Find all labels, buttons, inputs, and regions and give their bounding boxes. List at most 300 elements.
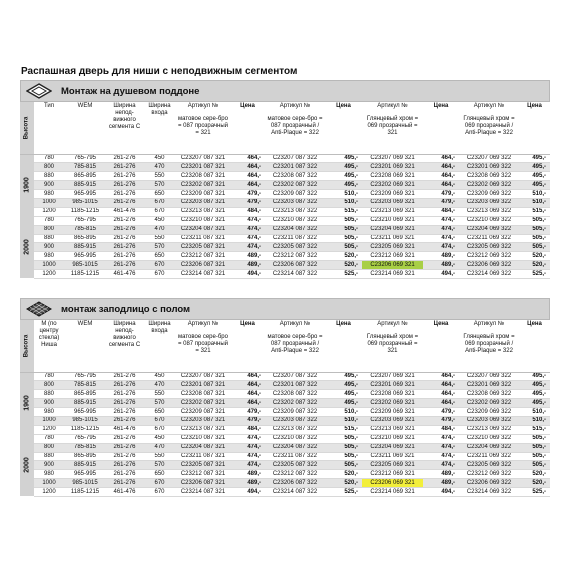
table-cell: 464,- bbox=[423, 390, 459, 399]
table-cell: C23211 069 321 bbox=[362, 234, 423, 243]
table-cell: 470 bbox=[143, 163, 176, 172]
table-cell: 1000 bbox=[34, 261, 64, 270]
table-cell: 650 bbox=[143, 252, 176, 261]
table-cell: 570 bbox=[143, 399, 176, 408]
table-cell: 474,- bbox=[230, 243, 265, 252]
table-row bbox=[20, 252, 550, 261]
table-cell: 965-995 bbox=[64, 470, 106, 479]
table-cell: 261-276 bbox=[106, 172, 143, 181]
table-cell: C23207 069 321 bbox=[362, 372, 423, 381]
table-row bbox=[20, 461, 550, 470]
table-cell: 865-895 bbox=[64, 452, 106, 461]
table-cell: C23207 087 322 bbox=[265, 154, 325, 163]
table-cell: 980 bbox=[34, 252, 64, 261]
page-title: Распашная дверь для ниши с неподвижным сегментом bbox=[21, 66, 298, 77]
table-cell: 261-276 bbox=[106, 163, 143, 172]
price-table bbox=[20, 320, 550, 497]
table-cell: 520,- bbox=[519, 470, 550, 479]
table-cell: 489,- bbox=[423, 252, 459, 261]
table-cell: 479,- bbox=[230, 198, 265, 207]
table-cell: C23214 087 321 bbox=[176, 270, 230, 279]
header-price: Цена bbox=[325, 320, 362, 372]
table-cell: C23213 069 321 bbox=[362, 207, 423, 216]
section-shower-tray bbox=[20, 80, 550, 279]
price-table bbox=[20, 102, 550, 279]
table-cell: 800 bbox=[34, 163, 64, 172]
table-cell: 885-915 bbox=[64, 181, 106, 190]
table-cell: 495,- bbox=[519, 372, 550, 381]
table-cell: 570 bbox=[143, 181, 176, 190]
table-cell: 785-815 bbox=[64, 163, 106, 172]
table-cell: C23202 069 322 bbox=[459, 399, 519, 408]
table-cell: 261-276 bbox=[106, 399, 143, 408]
table-cell: 900 bbox=[34, 243, 64, 252]
table-cell: 505,- bbox=[519, 234, 550, 243]
table-cell: 450 bbox=[143, 216, 176, 225]
table-cell: 464,- bbox=[423, 372, 459, 381]
table-cell: 515,- bbox=[519, 425, 550, 434]
table-cell: 650 bbox=[143, 408, 176, 417]
table-cell: 550 bbox=[143, 452, 176, 461]
table-cell: 474,- bbox=[230, 461, 265, 470]
table-cell: 495,- bbox=[325, 390, 362, 399]
table-cell: 965-995 bbox=[64, 190, 106, 199]
table-cell: 800 bbox=[34, 381, 64, 390]
table-cell: C23214 087 322 bbox=[265, 270, 325, 279]
table-cell: C23202 069 322 bbox=[459, 181, 519, 190]
table-cell: C23204 069 322 bbox=[459, 443, 519, 452]
table-row bbox=[20, 488, 550, 497]
table-cell: 474,- bbox=[230, 225, 265, 234]
table-cell: 494,- bbox=[230, 488, 265, 497]
table-cell: C23202 087 321 bbox=[176, 399, 230, 408]
table-cell: C23201 069 322 bbox=[459, 163, 519, 172]
table-cell: 1185-1215 bbox=[64, 207, 106, 216]
table-cell: 865-895 bbox=[64, 172, 106, 181]
header-width-entry: Ширина входа bbox=[143, 102, 176, 154]
table-cell: C23209 069 322 bbox=[459, 190, 519, 199]
table-cell: C23204 069 322 bbox=[459, 225, 519, 234]
table-cell: 880 bbox=[34, 234, 64, 243]
table-cell: C23209 069 321 bbox=[362, 190, 423, 199]
table-row bbox=[20, 154, 550, 163]
table-cell: C23203 087 322 bbox=[265, 416, 325, 425]
table-cell: C23212 069 321 bbox=[362, 470, 423, 479]
table-cell: 885-915 bbox=[64, 243, 106, 252]
table-cell: C23210 087 322 bbox=[265, 434, 325, 443]
table-cell: C23214 069 322 bbox=[459, 270, 519, 279]
header-height: Высота bbox=[20, 102, 34, 154]
table-cell: 470 bbox=[143, 443, 176, 452]
table-cell: 570 bbox=[143, 243, 176, 252]
section-header bbox=[20, 80, 550, 102]
table-cell: C23209 087 322 bbox=[265, 408, 325, 417]
table-cell: C23213 087 322 bbox=[265, 207, 325, 216]
table-cell: C23205 087 321 bbox=[176, 243, 230, 252]
table-cell: C23211 087 321 bbox=[176, 452, 230, 461]
table-cell: 464,- bbox=[423, 172, 459, 181]
table-cell: C23201 087 322 bbox=[265, 163, 325, 172]
table-cell: 900 bbox=[34, 181, 64, 190]
table-cell: C23206 087 321 bbox=[176, 261, 230, 270]
height-group-label: 2000 bbox=[20, 434, 34, 496]
table-cell: 474,- bbox=[423, 216, 459, 225]
table-cell: 261-276 bbox=[106, 443, 143, 452]
highlighted-cell: C23206 069 321 bbox=[362, 479, 423, 488]
table-cell: C23205 087 321 bbox=[176, 461, 230, 470]
table-cell: 489,- bbox=[230, 252, 265, 261]
table-cell: 474,- bbox=[423, 243, 459, 252]
table-cell: 495,- bbox=[325, 163, 362, 172]
header-article-chrome: Артикул № Глянцевый хром = 069 прозрачный = 321 bbox=[362, 320, 423, 372]
table-cell: 494,- bbox=[230, 270, 265, 279]
highlighted-cell: C23206 069 321 bbox=[362, 261, 423, 270]
table-row bbox=[20, 234, 550, 243]
section-flush-floor bbox=[20, 298, 550, 497]
table-cell: 505,- bbox=[519, 216, 550, 225]
table-cell: C23208 069 321 bbox=[362, 390, 423, 399]
table-cell: 520,- bbox=[519, 479, 550, 488]
table-cell: 464,- bbox=[230, 399, 265, 408]
table-cell: 510,- bbox=[325, 198, 362, 207]
table-cell: C23202 087 322 bbox=[265, 399, 325, 408]
table-cell: 489,- bbox=[423, 470, 459, 479]
table-cell: 1200 bbox=[34, 425, 64, 434]
table-cell: 261-276 bbox=[106, 181, 143, 190]
table-cell: C23205 087 322 bbox=[265, 461, 325, 470]
table-cell: C23203 069 322 bbox=[459, 416, 519, 425]
table-cell: C23211 087 322 bbox=[265, 452, 325, 461]
header-price: Цена bbox=[519, 320, 550, 372]
table-cell: 965-995 bbox=[64, 252, 106, 261]
table-cell: 495,- bbox=[325, 399, 362, 408]
table-cell: 505,- bbox=[325, 443, 362, 452]
table-row bbox=[20, 399, 550, 408]
table-cell: C23212 069 321 bbox=[362, 252, 423, 261]
table-cell: 479,- bbox=[423, 190, 459, 199]
table-cell: 495,- bbox=[519, 390, 550, 399]
table-cell: 464,- bbox=[230, 172, 265, 181]
table-cell: C23204 087 321 bbox=[176, 443, 230, 452]
header-width-fixed: Ширина непод-вижного сегмента С bbox=[106, 320, 143, 372]
table-cell: 670 bbox=[143, 425, 176, 434]
table-cell: C23203 087 321 bbox=[176, 198, 230, 207]
table-cell: 461-476 bbox=[106, 207, 143, 216]
table-cell: C23210 087 321 bbox=[176, 216, 230, 225]
table-cell: 505,- bbox=[519, 243, 550, 252]
table-cell: 484,- bbox=[423, 425, 459, 434]
shower-tray-icon bbox=[21, 81, 57, 101]
table-cell: C23211 087 322 bbox=[265, 234, 325, 243]
table-row bbox=[20, 434, 550, 443]
header-price: Цена bbox=[230, 102, 265, 154]
table-cell: C23213 087 321 bbox=[176, 425, 230, 434]
table-cell: 520,- bbox=[519, 252, 550, 261]
table-cell: C23211 069 322 bbox=[459, 234, 519, 243]
table-cell: C23207 087 321 bbox=[176, 154, 230, 163]
header-price: Цена bbox=[325, 102, 362, 154]
table-row bbox=[20, 408, 550, 417]
table-cell: C23214 069 321 bbox=[362, 488, 423, 497]
table-cell: C23202 069 321 bbox=[362, 181, 423, 190]
table-cell: 479,- bbox=[423, 416, 459, 425]
table-cell: 505,- bbox=[325, 216, 362, 225]
table-cell: 261-276 bbox=[106, 434, 143, 443]
table-cell: 670 bbox=[143, 416, 176, 425]
table-cell: 261-276 bbox=[106, 252, 143, 261]
table-cell: 765-795 bbox=[64, 434, 106, 443]
table-cell: 670 bbox=[143, 261, 176, 270]
table-cell: C23212 087 321 bbox=[176, 470, 230, 479]
table-cell: 495,- bbox=[325, 381, 362, 390]
table-cell: 474,- bbox=[230, 434, 265, 443]
table-cell: 650 bbox=[143, 470, 176, 479]
table-cell: C23212 087 321 bbox=[176, 252, 230, 261]
table-cell: 461-476 bbox=[106, 488, 143, 497]
table-cell: C23214 069 321 bbox=[362, 270, 423, 279]
table-cell: 520,- bbox=[325, 470, 362, 479]
table-cell: C23208 087 322 bbox=[265, 390, 325, 399]
table-cell: 461-476 bbox=[106, 270, 143, 279]
table-cell: C23203 087 321 bbox=[176, 416, 230, 425]
table-cell: 865-895 bbox=[64, 390, 106, 399]
table-cell: 474,- bbox=[423, 452, 459, 461]
table-cell: C23212 087 322 bbox=[265, 252, 325, 261]
table-cell: 1185-1215 bbox=[64, 488, 106, 497]
table-cell: 510,- bbox=[519, 190, 550, 199]
header-price: Цена bbox=[423, 102, 459, 154]
table-cell: 520,- bbox=[519, 261, 550, 270]
table-cell: 495,- bbox=[519, 399, 550, 408]
table-cell: 495,- bbox=[325, 154, 362, 163]
header-m-center: M (по центру стекла) Ниша bbox=[34, 320, 64, 372]
table-cell: 510,- bbox=[325, 190, 362, 199]
table-cell: 474,- bbox=[230, 443, 265, 452]
table-cell: C23213 069 321 bbox=[362, 425, 423, 434]
table-cell: C23212 069 322 bbox=[459, 252, 519, 261]
table-cell: 261-276 bbox=[106, 190, 143, 199]
table-cell: C23201 069 321 bbox=[362, 163, 423, 172]
table-cell: C23212 087 322 bbox=[265, 470, 325, 479]
table-cell: C23213 069 322 bbox=[459, 207, 519, 216]
table-cell: C23210 069 321 bbox=[362, 216, 423, 225]
table-row bbox=[20, 163, 550, 172]
table-cell: C23206 069 322 bbox=[459, 479, 519, 488]
table-cell: 464,- bbox=[423, 154, 459, 163]
header-height: Высота bbox=[20, 320, 34, 372]
table-cell: C23201 069 321 bbox=[362, 381, 423, 390]
table-cell: C23212 069 322 bbox=[459, 470, 519, 479]
table-cell: 261-276 bbox=[106, 408, 143, 417]
table-cell: 479,- bbox=[423, 408, 459, 417]
table-cell: 464,- bbox=[423, 381, 459, 390]
table-cell: 505,- bbox=[325, 225, 362, 234]
table-cell: 479,- bbox=[230, 190, 265, 199]
table-row bbox=[20, 198, 550, 207]
table-cell: 494,- bbox=[423, 488, 459, 497]
header-price: Цена bbox=[423, 320, 459, 372]
table-cell: 1185-1215 bbox=[64, 425, 106, 434]
header-wem: WEM bbox=[64, 102, 106, 154]
table-cell: 780 bbox=[34, 154, 64, 163]
table-cell: C23207 087 321 bbox=[176, 372, 230, 381]
table-cell: 261-276 bbox=[106, 390, 143, 399]
table-cell: 670 bbox=[143, 207, 176, 216]
table-cell: 985-1015 bbox=[64, 416, 106, 425]
table-cell: 474,- bbox=[423, 461, 459, 470]
table-cell: 520,- bbox=[325, 261, 362, 270]
table-cell: 261-276 bbox=[106, 372, 143, 381]
table-cell: 1200 bbox=[34, 207, 64, 216]
table-cell: 525,- bbox=[519, 488, 550, 497]
table-cell: C23205 069 322 bbox=[459, 461, 519, 470]
table-cell: 505,- bbox=[325, 234, 362, 243]
table-cell: 670 bbox=[143, 479, 176, 488]
table-cell: 980 bbox=[34, 408, 64, 417]
table-cell: 484,- bbox=[230, 207, 265, 216]
table-cell: 261-276 bbox=[106, 154, 143, 163]
table-cell: 510,- bbox=[519, 198, 550, 207]
table-cell: 510,- bbox=[519, 408, 550, 417]
table-cell: 489,- bbox=[230, 479, 265, 488]
table-cell: 505,- bbox=[519, 461, 550, 470]
table-cell: 261-276 bbox=[106, 234, 143, 243]
table-cell: 474,- bbox=[230, 234, 265, 243]
table-cell: 505,- bbox=[325, 434, 362, 443]
height-group-label: 1900 bbox=[20, 372, 34, 434]
table-cell: C23206 087 321 bbox=[176, 479, 230, 488]
table-cell: 495,- bbox=[519, 163, 550, 172]
header-price: Цена bbox=[519, 102, 550, 154]
table-cell: 494,- bbox=[423, 270, 459, 279]
table-cell: 765-795 bbox=[64, 372, 106, 381]
table-cell: C23213 087 322 bbox=[265, 425, 325, 434]
table-cell: C23210 069 321 bbox=[362, 434, 423, 443]
table-cell: C23208 087 322 bbox=[265, 172, 325, 181]
table-cell: 885-915 bbox=[64, 461, 106, 470]
table-row bbox=[20, 225, 550, 234]
table-cell: 261-276 bbox=[106, 416, 143, 425]
table-cell: C23202 069 321 bbox=[362, 399, 423, 408]
table-cell: C23205 069 321 bbox=[362, 461, 423, 470]
table-cell: 520,- bbox=[325, 479, 362, 488]
table-cell: 550 bbox=[143, 172, 176, 181]
table-row bbox=[20, 190, 550, 199]
table-row bbox=[20, 172, 550, 181]
table-cell: 515,- bbox=[325, 207, 362, 216]
table-cell: 980 bbox=[34, 190, 64, 199]
table-cell: C23208 087 321 bbox=[176, 172, 230, 181]
table-cell: 765-795 bbox=[64, 216, 106, 225]
table-row bbox=[20, 243, 550, 252]
table-cell: 261-276 bbox=[106, 461, 143, 470]
header-article-matte: Артикул № матовое сере-бро = 087 прозрачный = 321 bbox=[176, 320, 230, 372]
table-cell: C23209 087 322 bbox=[265, 190, 325, 199]
table-row bbox=[20, 452, 550, 461]
table-cell: 461-476 bbox=[106, 425, 143, 434]
table-cell: 495,- bbox=[519, 154, 550, 163]
table-cell: 495,- bbox=[519, 181, 550, 190]
table-cell: 474,- bbox=[423, 234, 459, 243]
table-cell: 464,- bbox=[423, 163, 459, 172]
table-cell: 670 bbox=[143, 198, 176, 207]
table-cell: 510,- bbox=[325, 416, 362, 425]
table-row bbox=[20, 261, 550, 270]
table-cell: C23205 087 322 bbox=[265, 243, 325, 252]
table-cell: C23204 087 322 bbox=[265, 443, 325, 452]
table-cell: C23201 087 321 bbox=[176, 381, 230, 390]
table-cell: C23211 069 321 bbox=[362, 452, 423, 461]
header-article-matte: Артикул № матовое сере-бро = 087 прозрачный = 321 bbox=[176, 102, 230, 154]
table-cell: 505,- bbox=[519, 452, 550, 461]
table-cell: 474,- bbox=[423, 443, 459, 452]
table-cell: 495,- bbox=[325, 372, 362, 381]
table-cell: 479,- bbox=[423, 198, 459, 207]
table-cell: 520,- bbox=[325, 252, 362, 261]
table-cell: 800 bbox=[34, 443, 64, 452]
table-cell: C23202 087 321 bbox=[176, 181, 230, 190]
table-cell: 261-276 bbox=[106, 479, 143, 488]
table-cell: 1000 bbox=[34, 198, 64, 207]
table-cell: C23210 087 322 bbox=[265, 216, 325, 225]
table-cell: 505,- bbox=[325, 243, 362, 252]
table-cell: C23213 069 322 bbox=[459, 425, 519, 434]
table-cell: 479,- bbox=[230, 416, 265, 425]
table-cell: 525,- bbox=[325, 270, 362, 279]
floor-drain-grid-icon bbox=[21, 299, 57, 319]
table-cell: C23206 069 322 bbox=[459, 261, 519, 270]
table-cell: C23208 069 321 bbox=[362, 172, 423, 181]
table-cell: 985-1015 bbox=[64, 479, 106, 488]
table-cell: C23209 069 322 bbox=[459, 408, 519, 417]
height-group-label: 1900 bbox=[20, 154, 34, 216]
table-cell: C23203 069 321 bbox=[362, 416, 423, 425]
header-price: Цена bbox=[230, 320, 265, 372]
table-cell: C23207 087 322 bbox=[265, 372, 325, 381]
table-cell: 470 bbox=[143, 225, 176, 234]
table-cell: 450 bbox=[143, 434, 176, 443]
table-cell: C23203 069 322 bbox=[459, 198, 519, 207]
table-cell: 484,- bbox=[230, 425, 265, 434]
header-article-matte-anti: Артикул № матовое сере-бро = 087 прозрачный / Anti-Plaque = 322 bbox=[265, 320, 325, 372]
table-row bbox=[20, 470, 550, 479]
table-cell: C23204 087 322 bbox=[265, 225, 325, 234]
table-cell: 885-915 bbox=[64, 399, 106, 408]
table-cell: 450 bbox=[143, 154, 176, 163]
table-cell: C23205 069 321 bbox=[362, 243, 423, 252]
table-cell: C23203 087 322 bbox=[265, 198, 325, 207]
table-cell: 261-276 bbox=[106, 216, 143, 225]
table-row bbox=[20, 425, 550, 434]
table-row bbox=[20, 479, 550, 488]
table-cell: 780 bbox=[34, 434, 64, 443]
table-cell: 965-995 bbox=[64, 408, 106, 417]
table-cell: 880 bbox=[34, 452, 64, 461]
table-cell: 261-276 bbox=[106, 381, 143, 390]
table-cell: 474,- bbox=[230, 216, 265, 225]
table-cell: 470 bbox=[143, 381, 176, 390]
table-cell: 489,- bbox=[230, 261, 265, 270]
table-cell: 980 bbox=[34, 470, 64, 479]
table-cell: C23207 069 321 bbox=[362, 154, 423, 163]
table-cell: 261-276 bbox=[106, 198, 143, 207]
table-cell: 550 bbox=[143, 390, 176, 399]
section-title: монтаж заподлицо с полом bbox=[61, 303, 191, 315]
table-cell: 900 bbox=[34, 461, 64, 470]
table-cell: 880 bbox=[34, 172, 64, 181]
table-cell: 515,- bbox=[519, 207, 550, 216]
table-cell: 880 bbox=[34, 390, 64, 399]
